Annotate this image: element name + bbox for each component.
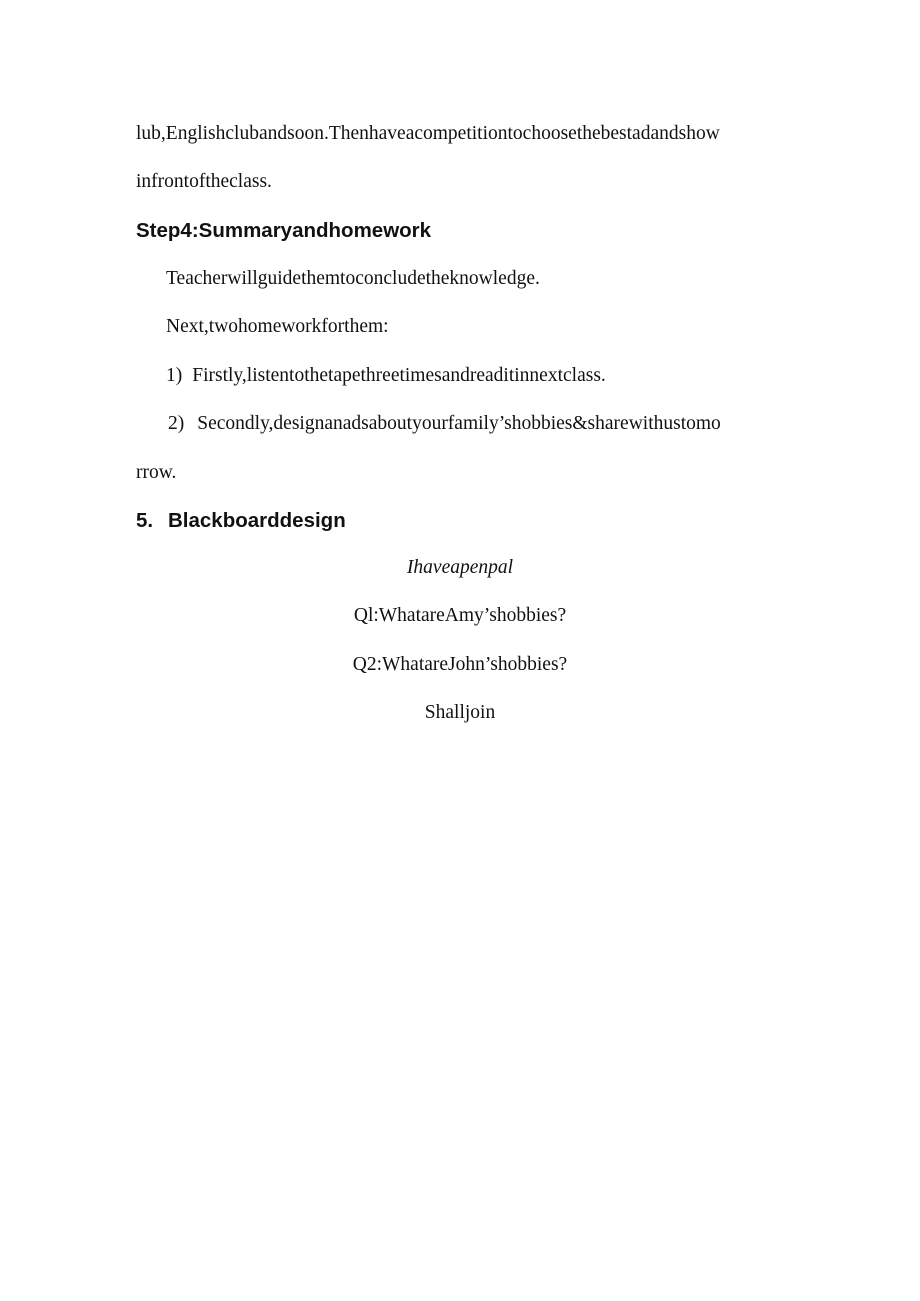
homework-item-1 [166, 363, 606, 389]
homework-item-2-continued: rrow. [136, 462, 177, 483]
blackboard-question-1: Ql:WhatareAmy’shobbies? [353, 605, 567, 626]
teacher-line: Teacherwillguidethemtoconcludetheknowledge. [166, 268, 540, 289]
paragraph-line-1: lub,Englishclubandsoon.Thenhaveacompetitiontochoosethebestadandshow [136, 123, 720, 144]
paragraph-line-2: infrontoftheclass. [136, 171, 272, 192]
homework-item-2-number: 2) [168, 413, 185, 434]
homework-item-2-text: Secondly,designanadsaboutyourfamily’shobbies&sharewithustomo [197, 413, 721, 434]
blackboard-question-2: Q2:WhatareJohn’shobbies? [352, 654, 568, 675]
section5-heading [136, 508, 346, 534]
section5-number: 5. [136, 509, 154, 532]
section5-title: Blackboarddesign [168, 509, 346, 532]
homework-item-1-text: Firstly,listentothetapethreetimesandreaditinnextclass. [192, 365, 606, 386]
homework-item-2 [168, 411, 721, 437]
homework-item-1-number: 1) [166, 365, 183, 386]
step4-heading: Step4:Summaryandhomework [136, 219, 432, 242]
homework-intro-line: Next,twohomeworkforthem: [166, 316, 389, 337]
blackboard-title: Ihaveapenpal [406, 557, 514, 578]
blackboard-closing: Shalljoin [424, 702, 496, 723]
